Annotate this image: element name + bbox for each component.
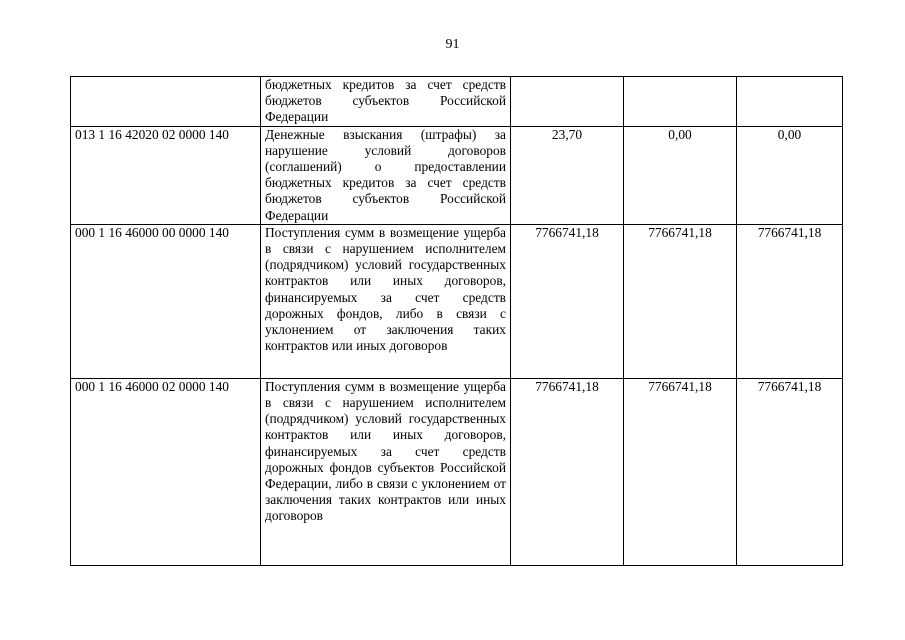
amount-cell-2: 7766741,18 <box>624 378 737 565</box>
classification-code-cell: 013 1 16 42020 02 0000 140 <box>71 126 261 224</box>
amount-cell-1 <box>511 77 624 127</box>
classification-code-cell: 000 1 16 46000 02 0000 140 <box>71 378 261 565</box>
description-cell: Денежные взыскания (штрафы) за нарушение условий договоров (соглашений) о предоставлении бюджетных кредитов за счет средств бюджетов субъектов Российской Федерации <box>261 126 511 224</box>
table-row <box>71 224 843 378</box>
table-row <box>71 126 843 224</box>
amount-cell-3: 0,00 <box>737 126 843 224</box>
amount-cell-1: 23,70 <box>511 126 624 224</box>
description-cell: Поступления сумм в возмещение ущерба в связи с нарушением исполнителем (подрядчиком) условий государственных контрактов или иных договоров, финансируемых за счет средств дорожных фондов субъектов Российской Федерации, либо в связи с уклонением от заключения таких контрактов или иных договоров <box>261 378 511 565</box>
description-cell: Поступления сумм в возмещение ущерба в связи с нарушением исполнителем (подрядчиком) условий государственных контрактов или иных договоров, финансируемых за счет средств дорожных фондов, либо в связи с уклонением от заключения таких контрактов или иных договоров <box>261 224 511 378</box>
amount-cell-3 <box>737 77 843 127</box>
classification-code-cell <box>71 77 261 127</box>
page-number: 91 <box>445 37 460 52</box>
amount-cell-2: 0,00 <box>624 126 737 224</box>
table-row <box>71 378 843 565</box>
amount-cell-2: 7766741,18 <box>624 224 737 378</box>
budget-revenue-table <box>70 76 843 566</box>
description-cell: бюджетных кредитов за счет средств бюджетов субъектов Российской Федерации <box>261 77 511 127</box>
amount-cell-1: 7766741,18 <box>511 378 624 565</box>
amount-cell-1: 7766741,18 <box>511 224 624 378</box>
amount-cell-3: 7766741,18 <box>737 378 843 565</box>
amount-cell-3: 7766741,18 <box>737 224 843 378</box>
classification-code-cell: 000 1 16 46000 00 0000 140 <box>71 224 261 378</box>
table-row <box>71 77 843 127</box>
amount-cell-2 <box>624 77 737 127</box>
